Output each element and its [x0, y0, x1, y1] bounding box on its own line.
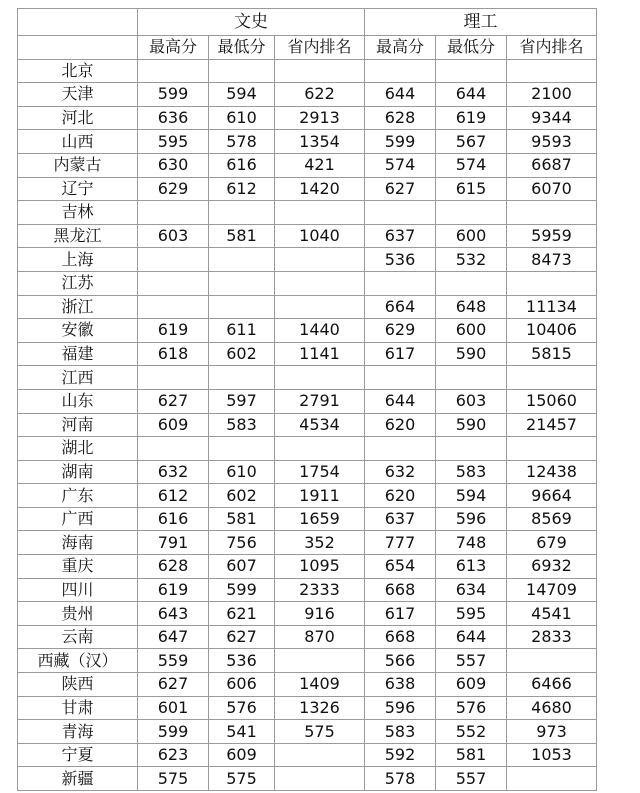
cell-province: 山西 — [18, 130, 138, 154]
table-row — [18, 319, 597, 343]
cell-province: 贵州 — [18, 602, 138, 626]
cell-ligong-min: 634 — [436, 578, 507, 602]
cell-ligong-min: 644 — [436, 83, 507, 107]
cell-ligong-rank — [507, 767, 597, 791]
cell-ligong-min: 595 — [436, 602, 507, 626]
cell-wenshi-max: 627 — [138, 389, 209, 413]
cell-wenshi-max: 601 — [138, 696, 209, 720]
cell-ligong-min: 596 — [436, 507, 507, 531]
cell-ligong-min — [436, 59, 507, 83]
cell-wenshi-rank: 2913 — [275, 106, 365, 130]
cell-wenshi-min: 541 — [209, 720, 275, 744]
cell-ligong-rank: 1053 — [507, 743, 597, 767]
cell-wenshi-min: 756 — [209, 531, 275, 555]
cell-wenshi-rank — [275, 767, 365, 791]
table-row — [18, 153, 597, 177]
cell-wenshi-min: 602 — [209, 484, 275, 508]
cell-wenshi-min: 621 — [209, 602, 275, 626]
cell-wenshi-rank: 1095 — [275, 555, 365, 579]
cell-ligong-rank: 5815 — [507, 342, 597, 366]
cell-wenshi-max: 791 — [138, 531, 209, 555]
cell-ligong-max: 599 — [365, 130, 436, 154]
cell-ligong-max: 664 — [365, 295, 436, 319]
table-row — [18, 555, 597, 579]
cell-ligong-min: 609 — [436, 673, 507, 697]
table-row — [18, 602, 597, 626]
cell-wenshi-min: 583 — [209, 413, 275, 437]
cell-ligong-rank: 9344 — [507, 106, 597, 130]
cell-ligong-min: 567 — [436, 130, 507, 154]
cell-ligong-rank: 8473 — [507, 248, 597, 272]
cell-ligong-rank: 6070 — [507, 177, 597, 201]
cell-ligong-min: 581 — [436, 743, 507, 767]
cell-wenshi-max — [138, 366, 209, 390]
cell-ligong-max: 629 — [365, 319, 436, 343]
cell-ligong-rank: 12438 — [507, 460, 597, 484]
cell-ligong-min: 619 — [436, 106, 507, 130]
cell-wenshi-min: 575 — [209, 767, 275, 791]
cell-wenshi-max: 629 — [138, 177, 209, 201]
cell-wenshi-rank: 2791 — [275, 389, 365, 413]
cell-wenshi-rank — [275, 437, 365, 461]
score-table-container — [17, 8, 597, 791]
cell-wenshi-min: 610 — [209, 106, 275, 130]
cell-wenshi-min: 612 — [209, 177, 275, 201]
cell-wenshi-max: 627 — [138, 673, 209, 697]
cell-province: 辽宁 — [18, 177, 138, 201]
cell-ligong-min: 600 — [436, 319, 507, 343]
cell-wenshi-min — [209, 295, 275, 319]
cell-ligong-rank: 8569 — [507, 507, 597, 531]
cell-wenshi-min: 594 — [209, 83, 275, 107]
cell-wenshi-max: 632 — [138, 460, 209, 484]
cell-wenshi-rank — [275, 271, 365, 295]
cell-province: 甘肃 — [18, 696, 138, 720]
cell-wenshi-rank: 1911 — [275, 484, 365, 508]
cell-ligong-max: 620 — [365, 413, 436, 437]
cell-wenshi-max: 619 — [138, 319, 209, 343]
cell-ligong-rank — [507, 59, 597, 83]
table-row — [18, 437, 597, 461]
cell-province: 广东 — [18, 484, 138, 508]
cell-wenshi-max: 636 — [138, 106, 209, 130]
cell-province: 海南 — [18, 531, 138, 555]
cell-wenshi-rank: 352 — [275, 531, 365, 555]
table-row — [18, 83, 597, 107]
cell-ligong-rank: 15060 — [507, 389, 597, 413]
subheader-wenshi-rank: 省内排名 — [275, 36, 365, 60]
cell-ligong-max: 536 — [365, 248, 436, 272]
cell-wenshi-min: 576 — [209, 696, 275, 720]
cell-ligong-min: 615 — [436, 177, 507, 201]
cell-province: 湖南 — [18, 460, 138, 484]
cell-province: 陕西 — [18, 673, 138, 697]
header-blank-cell — [18, 9, 138, 36]
cell-province: 河北 — [18, 106, 138, 130]
cell-ligong-rank: 11134 — [507, 295, 597, 319]
cell-ligong-min: 557 — [436, 767, 507, 791]
cell-wenshi-rank: 870 — [275, 625, 365, 649]
cell-ligong-rank: 10406 — [507, 319, 597, 343]
table-row — [18, 224, 597, 248]
cell-ligong-max — [365, 437, 436, 461]
cell-ligong-min: 603 — [436, 389, 507, 413]
cell-province: 浙江 — [18, 295, 138, 319]
cell-province: 安徽 — [18, 319, 138, 343]
cell-ligong-rank: 973 — [507, 720, 597, 744]
table-row — [18, 177, 597, 201]
subheader-ligong-rank: 省内排名 — [507, 36, 597, 60]
subheader-ligong-max: 最高分 — [365, 36, 436, 60]
cell-wenshi-max: 599 — [138, 720, 209, 744]
table-row — [18, 484, 597, 508]
cell-ligong-max: 628 — [365, 106, 436, 130]
cell-ligong-min: 532 — [436, 248, 507, 272]
cell-wenshi-min: 578 — [209, 130, 275, 154]
cell-province: 新疆 — [18, 767, 138, 791]
table-row — [18, 696, 597, 720]
subheader-wenshi-min: 最低分 — [209, 36, 275, 60]
cell-ligong-max: 644 — [365, 83, 436, 107]
cell-wenshi-max: 603 — [138, 224, 209, 248]
cell-wenshi-min — [209, 366, 275, 390]
cell-ligong-rank: 21457 — [507, 413, 597, 437]
cell-ligong-min: 748 — [436, 531, 507, 555]
cell-ligong-rank: 5959 — [507, 224, 597, 248]
cell-wenshi-rank: 1754 — [275, 460, 365, 484]
cell-wenshi-max: 647 — [138, 625, 209, 649]
table-row — [18, 625, 597, 649]
cell-wenshi-rank: 1420 — [275, 177, 365, 201]
cell-ligong-max: 583 — [365, 720, 436, 744]
table-row — [18, 130, 597, 154]
cell-ligong-rank: 4680 — [507, 696, 597, 720]
cell-wenshi-rank: 1141 — [275, 342, 365, 366]
cell-province: 广西 — [18, 507, 138, 531]
cell-ligong-rank: 6466 — [507, 673, 597, 697]
cell-ligong-min: 644 — [436, 625, 507, 649]
table-row — [18, 767, 597, 791]
cell-province: 江苏 — [18, 271, 138, 295]
cell-wenshi-min: 627 — [209, 625, 275, 649]
cell-ligong-min: 583 — [436, 460, 507, 484]
cell-ligong-rank: 9664 — [507, 484, 597, 508]
cell-wenshi-rank: 1409 — [275, 673, 365, 697]
cell-province: 天津 — [18, 83, 138, 107]
cell-ligong-max: 620 — [365, 484, 436, 508]
cell-wenshi-rank — [275, 295, 365, 319]
table-row — [18, 673, 597, 697]
cell-ligong-rank: 2833 — [507, 625, 597, 649]
table-row — [18, 649, 597, 673]
cell-ligong-min — [436, 366, 507, 390]
cell-ligong-rank: 9593 — [507, 130, 597, 154]
cell-ligong-max: 578 — [365, 767, 436, 791]
table-row — [18, 106, 597, 130]
cell-wenshi-rank — [275, 248, 365, 272]
cell-ligong-rank: 679 — [507, 531, 597, 555]
cell-wenshi-max: 630 — [138, 153, 209, 177]
cell-wenshi-min: 581 — [209, 507, 275, 531]
cell-wenshi-rank: 1354 — [275, 130, 365, 154]
cell-wenshi-min: 597 — [209, 389, 275, 413]
cell-province: 北京 — [18, 59, 138, 83]
cell-wenshi-max: 618 — [138, 342, 209, 366]
cell-province: 内蒙古 — [18, 153, 138, 177]
cell-ligong-min: 590 — [436, 342, 507, 366]
cell-province: 青海 — [18, 720, 138, 744]
cell-wenshi-min — [209, 201, 275, 225]
cell-ligong-max: 668 — [365, 625, 436, 649]
cell-province: 四川 — [18, 578, 138, 602]
cell-ligong-max: 574 — [365, 153, 436, 177]
table-row — [18, 507, 597, 531]
cell-ligong-max: 627 — [365, 177, 436, 201]
table-row — [18, 531, 597, 555]
cell-ligong-rank — [507, 201, 597, 225]
cell-wenshi-min: 602 — [209, 342, 275, 366]
cell-ligong-max: 637 — [365, 224, 436, 248]
cell-ligong-min — [436, 201, 507, 225]
cell-wenshi-max — [138, 59, 209, 83]
cell-ligong-rank — [507, 366, 597, 390]
cell-province: 湖北 — [18, 437, 138, 461]
cell-wenshi-min: 610 — [209, 460, 275, 484]
cell-ligong-max — [365, 366, 436, 390]
cell-ligong-rank: 2100 — [507, 83, 597, 107]
cell-wenshi-rank: 421 — [275, 153, 365, 177]
table-row — [18, 460, 597, 484]
cell-ligong-min: 613 — [436, 555, 507, 579]
cell-wenshi-rank — [275, 743, 365, 767]
score-table-body — [18, 9, 597, 791]
cell-wenshi-min: 606 — [209, 673, 275, 697]
cell-ligong-min: 576 — [436, 696, 507, 720]
score-table — [17, 8, 597, 791]
cell-ligong-max: 617 — [365, 602, 436, 626]
cell-wenshi-min: 607 — [209, 555, 275, 579]
table-row — [18, 248, 597, 272]
cell-ligong-max: 654 — [365, 555, 436, 579]
cell-wenshi-rank: 1440 — [275, 319, 365, 343]
cell-wenshi-min — [209, 271, 275, 295]
cell-wenshi-max — [138, 248, 209, 272]
cell-wenshi-min: 581 — [209, 224, 275, 248]
table-row — [18, 271, 597, 295]
cell-ligong-min — [436, 271, 507, 295]
cell-wenshi-max: 616 — [138, 507, 209, 531]
cell-wenshi-min: 609 — [209, 743, 275, 767]
subheader-row — [18, 36, 597, 60]
cell-ligong-min: 590 — [436, 413, 507, 437]
cell-ligong-max — [365, 271, 436, 295]
cell-wenshi-min: 611 — [209, 319, 275, 343]
table-row — [18, 59, 597, 83]
cell-wenshi-max — [138, 201, 209, 225]
cell-ligong-rank — [507, 649, 597, 673]
cell-wenshi-max: 612 — [138, 484, 209, 508]
cell-ligong-max: 644 — [365, 389, 436, 413]
cell-province: 云南 — [18, 625, 138, 649]
group-header-ligong: 理工 — [365, 9, 597, 36]
cell-province: 山东 — [18, 389, 138, 413]
subheader-wenshi-max: 最高分 — [138, 36, 209, 60]
cell-wenshi-rank: 1326 — [275, 696, 365, 720]
cell-wenshi-max: 595 — [138, 130, 209, 154]
cell-province: 宁夏 — [18, 743, 138, 767]
cell-ligong-min: 574 — [436, 153, 507, 177]
cell-wenshi-min — [209, 437, 275, 461]
cell-ligong-rank: 4541 — [507, 602, 597, 626]
cell-wenshi-rank: 2333 — [275, 578, 365, 602]
cell-wenshi-rank: 1040 — [275, 224, 365, 248]
cell-wenshi-max — [138, 295, 209, 319]
group-header-wenshi: 文史 — [138, 9, 365, 36]
cell-province: 福建 — [18, 342, 138, 366]
cell-ligong-min: 648 — [436, 295, 507, 319]
cell-ligong-rank — [507, 271, 597, 295]
cell-ligong-max: 637 — [365, 507, 436, 531]
cell-wenshi-min — [209, 248, 275, 272]
cell-wenshi-max: 623 — [138, 743, 209, 767]
cell-province: 吉林 — [18, 201, 138, 225]
cell-wenshi-max: 609 — [138, 413, 209, 437]
cell-ligong-max: 592 — [365, 743, 436, 767]
cell-wenshi-min: 536 — [209, 649, 275, 673]
cell-wenshi-rank: 916 — [275, 602, 365, 626]
cell-ligong-max: 668 — [365, 578, 436, 602]
cell-ligong-min — [436, 437, 507, 461]
cell-ligong-max: 638 — [365, 673, 436, 697]
cell-ligong-max — [365, 59, 436, 83]
table-row — [18, 743, 597, 767]
cell-province: 上海 — [18, 248, 138, 272]
cell-province: 河南 — [18, 413, 138, 437]
cell-wenshi-max: 628 — [138, 555, 209, 579]
table-row — [18, 295, 597, 319]
table-row — [18, 366, 597, 390]
cell-ligong-rank — [507, 437, 597, 461]
cell-wenshi-rank — [275, 59, 365, 83]
cell-ligong-rank: 6932 — [507, 555, 597, 579]
cell-wenshi-rank: 1659 — [275, 507, 365, 531]
subheader-blank-cell — [18, 36, 138, 60]
cell-ligong-max: 596 — [365, 696, 436, 720]
table-row — [18, 578, 597, 602]
cell-wenshi-max: 559 — [138, 649, 209, 673]
cell-wenshi-rank — [275, 201, 365, 225]
cell-wenshi-rank — [275, 649, 365, 673]
cell-ligong-max: 632 — [365, 460, 436, 484]
cell-ligong-rank: 14709 — [507, 578, 597, 602]
cell-ligong-min: 552 — [436, 720, 507, 744]
cell-province: 江西 — [18, 366, 138, 390]
cell-wenshi-max: 619 — [138, 578, 209, 602]
table-row — [18, 201, 597, 225]
cell-ligong-min: 557 — [436, 649, 507, 673]
cell-wenshi-rank: 622 — [275, 83, 365, 107]
cell-wenshi-max: 643 — [138, 602, 209, 626]
cell-wenshi-rank: 4534 — [275, 413, 365, 437]
cell-ligong-max — [365, 201, 436, 225]
cell-ligong-min: 600 — [436, 224, 507, 248]
cell-wenshi-min — [209, 59, 275, 83]
cell-wenshi-max: 599 — [138, 83, 209, 107]
cell-wenshi-min: 599 — [209, 578, 275, 602]
table-row — [18, 389, 597, 413]
cell-wenshi-max: 575 — [138, 767, 209, 791]
cell-ligong-max: 617 — [365, 342, 436, 366]
table-row — [18, 342, 597, 366]
table-row — [18, 413, 597, 437]
cell-ligong-max: 566 — [365, 649, 436, 673]
cell-wenshi-rank: 575 — [275, 720, 365, 744]
cell-wenshi-min: 616 — [209, 153, 275, 177]
subheader-ligong-min: 最低分 — [436, 36, 507, 60]
cell-wenshi-max — [138, 271, 209, 295]
group-header-row — [18, 9, 597, 36]
table-row — [18, 720, 597, 744]
cell-province: 黑龙江 — [18, 224, 138, 248]
cell-province: 西藏（汉） — [18, 649, 138, 673]
cell-ligong-rank: 6687 — [507, 153, 597, 177]
cell-wenshi-rank — [275, 366, 365, 390]
cell-wenshi-max — [138, 437, 209, 461]
cell-ligong-min: 594 — [436, 484, 507, 508]
cell-province: 重庆 — [18, 555, 138, 579]
cell-ligong-max: 777 — [365, 531, 436, 555]
